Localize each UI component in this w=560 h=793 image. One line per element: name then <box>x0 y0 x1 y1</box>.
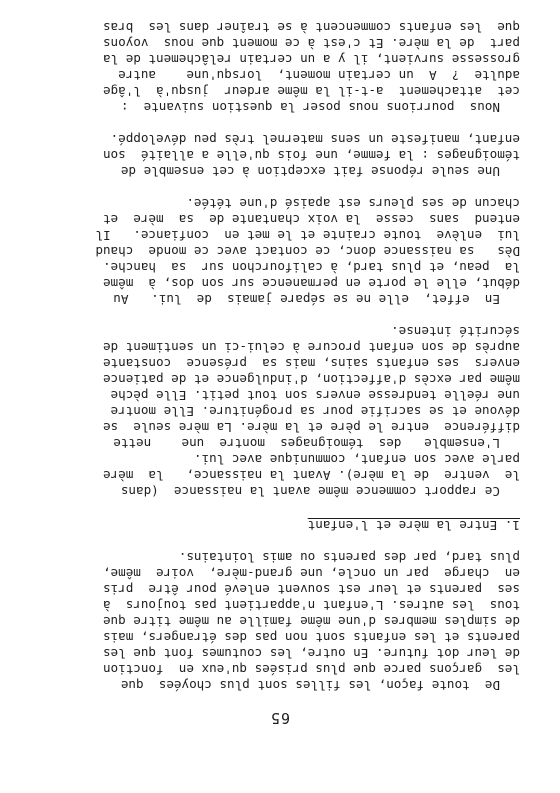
page-number: 65 <box>269 709 291 727</box>
body-line: auprès de son enfant procure à celui-ci un sentiment de <box>102 340 520 355</box>
body-line: parle avec son enfant, communique avec lui. <box>193 452 520 467</box>
body-line: les garçons parce que plus prisées qu'eux en fonction <box>102 662 520 677</box>
body-line: adulte ? A un certain moment, lorsqu'une autre <box>118 68 520 83</box>
body-line: L'ensemble des témoignages montre une nette <box>113 436 500 451</box>
body-line: sécurité intense. <box>391 324 520 339</box>
section-heading: 1. Entre la mère et l'enfant <box>307 518 520 533</box>
body-line: parents et les enfants sont non pas des étrangers, mais <box>102 630 520 645</box>
body-line: enfant, manifeste un sens maternel très peu développé. <box>110 132 520 147</box>
body-line: De toute façon, les filles sont plus choyées que <box>120 678 500 693</box>
body-line: de simples membres d'une même famille au même titre que <box>102 614 520 629</box>
body-line: en charge par un oncle, une grand-mère, voire même, <box>102 566 520 581</box>
body-line: début, elle le porte en permanence sur son dos, à même <box>102 276 520 291</box>
body-line: chacun de ses pleurs est apaisé d'une tétée. <box>186 196 520 211</box>
body-line: grossesse survient, il y a un certain relâchement de la <box>102 52 520 67</box>
body-line: même par excès d'affection, d'indulgence et de patience <box>102 372 520 387</box>
body-line: En effet, elle ne se sépare jamais de lui. Au <box>113 292 500 307</box>
body-line: plus tard, par des parents ou amis lointains. <box>178 550 520 565</box>
body-line: témoignages : la femme, une fois qu'elle a allaité son <box>102 148 520 163</box>
body-line: cet attachement a-t-il la même ardeur jusqu'à l'âge <box>102 84 520 99</box>
body-line: le ventre de la mère). Avant la naissance, la mère <box>102 468 520 483</box>
body-line: de leur dot future. En outre, les coutumes font que les <box>102 646 520 661</box>
body-line: ses parents et leur est souvent enlevé pour être pris <box>102 582 520 597</box>
body-line: tous les autres. L'enfant n'appartient pas toujours à <box>102 598 520 613</box>
body-line: envers ses enfants sains, mais sa présence constante <box>102 356 520 371</box>
body-line: la peau, et plus tard, à califourchon sur sa hanche. <box>102 260 520 275</box>
body-line: Une seule réponse fait exception à cet ensemble de <box>120 164 500 179</box>
body-line: entend sans cesse la voix chantante de sa mère et <box>102 212 520 227</box>
body-line: Ce rapport commence même avant la naissance (dans <box>120 484 500 499</box>
body-line: dévoue et se sacrifie pour sa progéniture. Elle montre <box>110 404 520 419</box>
body-line: que les enfants commencent à se traîner dans les bras <box>102 20 520 35</box>
body-line: différence entre le père et la mère. La mère seule se <box>102 420 520 435</box>
body-line: lui enlève toute crainte et le met en confiance. Il <box>95 228 520 243</box>
body-line: Dès sa naissance donc, ce contact avec ce monde chaud <box>95 244 520 259</box>
body-line: Nous pourrions nous poser la question suivante : <box>120 100 500 115</box>
body-line: une réelle tendresse envers son tout petit. Elle pèche <box>110 388 520 403</box>
body-line: part de la mère. Et c'est à ce moment que nous voyons <box>102 36 520 51</box>
